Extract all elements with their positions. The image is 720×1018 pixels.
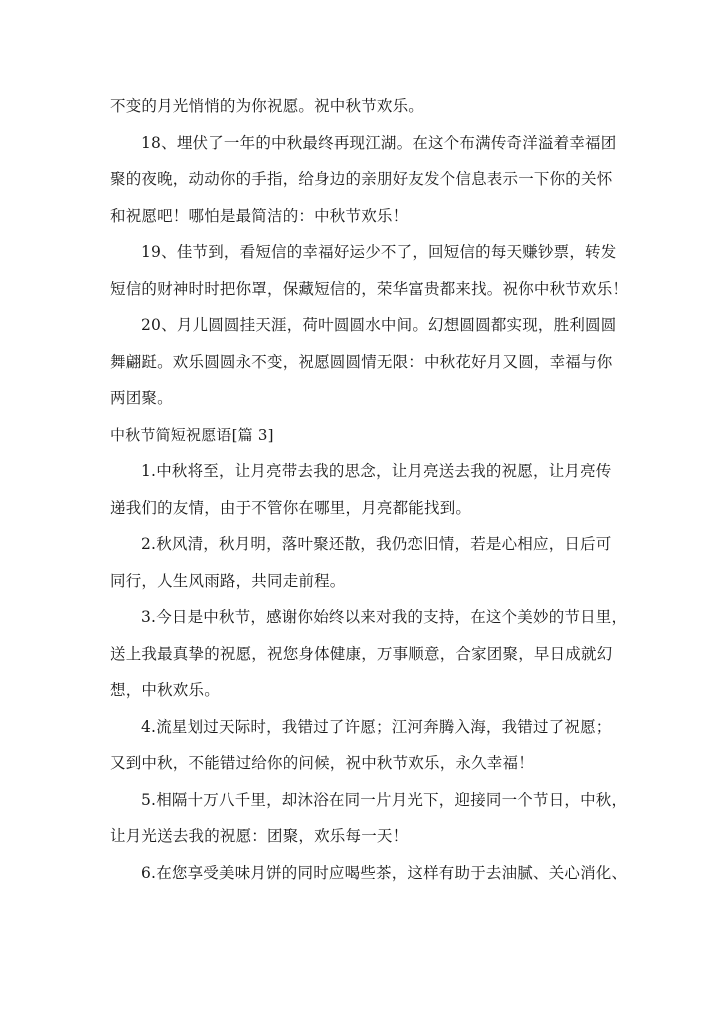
document-page bbox=[110, 88, 629, 891]
text-line: 20、月儿圆圆挂天涯，荷叶圆圆水中间。幻想圆圆都实现，胜利圆圆 bbox=[141, 316, 617, 334]
text-line: 和祝愿吧！哪怕是最简洁的：中秋节欢乐！ bbox=[110, 206, 409, 225]
text-line: 2.秋风清，秋月明，落叶聚还散，我仍恋旧情，若是心相应，日后可 bbox=[141, 535, 612, 553]
text-line: 18、埋伏了一年的中秋最终再现江湖。在这个布满传奇洋溢着幸福团 bbox=[141, 133, 617, 152]
text-line: 聚的夜晚，动动你的手指，给身边的亲朋好友发个信息表示一下你的关怀 bbox=[110, 170, 613, 188]
text-line: 又到中秋，不能错过给你的问候，祝中秋节欢乐，永久幸福！ bbox=[110, 754, 534, 772]
text-line: 3.今日是中秋节，感谢你始终以来对我的支持，在这个美妙的节日里， bbox=[141, 608, 628, 626]
text-line: 短信的财神时时把你罩，保藏短信的，荣华富贵都来找。祝你中秋节欢乐！ bbox=[110, 279, 629, 298]
text-line: 舞翩跹。欢乐圆圆永不变，祝愿圆圆情无限：中秋花好月又圆，幸福与你 bbox=[110, 352, 613, 371]
text-line: 19、佳节到，看短信的幸福好运少不了，回短信的每天赚钞票，转发 bbox=[141, 243, 617, 261]
text-line: 两团聚。 bbox=[110, 389, 173, 407]
text-line: 不变的月光悄悄的为你祝愿。祝中秋节欢乐。 bbox=[110, 97, 425, 115]
text-line: 1.中秋将至，让月亮带去我的思念，让月亮送去我的祝愿，让月亮传 bbox=[141, 462, 612, 480]
section-heading: 中秋节简短祝愿语[篇 3] bbox=[110, 425, 274, 444]
text-line: 送上我最真挚的祝愿，祝您身体健康，万事顺意，合家团聚，早日成就幻 bbox=[110, 644, 613, 663]
text-line: 让月光送去我的祝愿：团聚，欢乐每一天！ bbox=[110, 827, 409, 845]
text-line: 4.流星划过天际时，我错过了许愿；江河奔腾入海，我错过了祝愿； bbox=[141, 717, 612, 736]
text-line: 想，中秋欢乐。 bbox=[110, 681, 220, 699]
text-line: 5.相隔十万八千里，却沐浴在同一片月光下，迎接同一个节日，中秋， bbox=[141, 790, 628, 809]
text-line: 6.在您享受美味月饼的同时应喝些茶，这样有助于去油腻、关心消化、 bbox=[141, 863, 628, 882]
text-line: 同行，人生风雨路，共同走前程。 bbox=[110, 571, 346, 590]
text-line: 递我们的友情，由于不管你在哪里，月亮都能找到。 bbox=[110, 498, 472, 517]
